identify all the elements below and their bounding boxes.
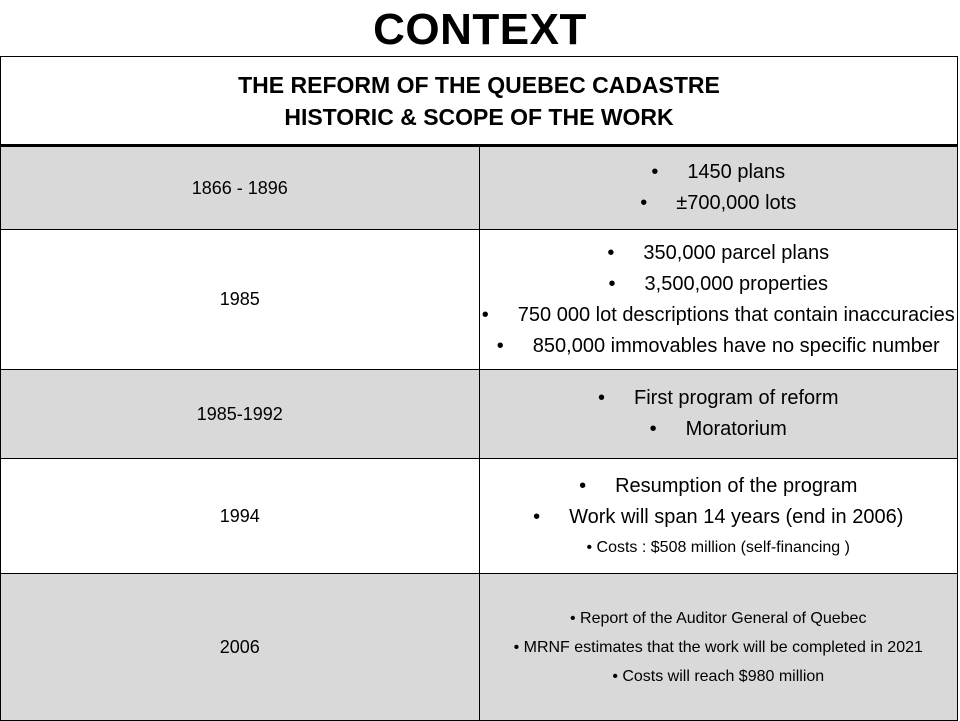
bullet-icon: • (612, 667, 618, 685)
item-text: Moratorium (685, 418, 787, 440)
table-header-line-1: THE REFORM OF THE QUEBEC CADASTRE (238, 71, 720, 98)
slide-title: CONTEXT (373, 5, 587, 54)
bullet-list (480, 383, 958, 445)
list-item (480, 502, 958, 533)
bullet-icon: • (649, 418, 657, 440)
item-text: Report of the Auditor General of Quebec (580, 609, 867, 627)
item-text: 750 000 lot descriptions that contain inaccuracies (517, 303, 955, 326)
item-text: MRNF estimates that the work will be completed in 2021 (523, 638, 923, 656)
items-cell (479, 370, 958, 459)
list-item (480, 471, 958, 502)
items-cell (479, 146, 958, 230)
bullet-icon: • (533, 505, 541, 528)
table-header-row (1, 57, 958, 146)
table-row (1, 370, 958, 459)
list-item (480, 533, 958, 562)
context-table (0, 56, 958, 721)
period-cell: 1994 (1, 459, 480, 574)
bullet-list (480, 238, 958, 362)
table-row (1, 146, 958, 230)
list-item (480, 331, 958, 362)
item-text: 350,000 parcel plans (643, 241, 830, 264)
item-text: 850,000 immovables have no specific number (532, 334, 940, 357)
list-item (480, 604, 958, 633)
bullet-icon: • (496, 334, 504, 357)
item-text: Costs will reach $980 million (622, 667, 825, 685)
item-text: Resumption of the program (615, 474, 858, 497)
bullet-icon: • (651, 161, 659, 183)
table-row (1, 230, 958, 370)
bullet-icon: • (640, 192, 648, 214)
list-item (480, 157, 958, 188)
bullet-list (480, 471, 958, 533)
bullet-icon: • (598, 387, 606, 409)
bullet-list (480, 533, 958, 562)
list-item (480, 633, 958, 662)
period-cell: 1866 - 1896 (1, 146, 480, 230)
bullet-icon: • (570, 609, 576, 627)
item-text: Work will span 14 years (end in 2006) (569, 505, 904, 528)
period-cell: 2006 (1, 574, 480, 721)
bullet-icon: • (607, 241, 615, 264)
item-text: Costs : $508 million (self-financing ) (596, 538, 850, 556)
list-item (480, 188, 958, 219)
bullet-list (480, 604, 958, 691)
item-text: 1450 plans (687, 161, 786, 183)
item-text: ±700,000 lots (676, 192, 797, 214)
table-row (1, 459, 958, 574)
list-item (480, 414, 958, 445)
bullet-icon: • (586, 538, 593, 556)
item-text: First program of reform (634, 387, 839, 409)
list-item (480, 238, 958, 269)
table-header (1, 57, 958, 146)
items-cell (479, 459, 958, 574)
items-cell (479, 230, 958, 370)
period-cell: 1985-1992 (1, 370, 480, 459)
list-item (480, 269, 958, 300)
bullet-list (480, 157, 958, 219)
item-text: 3,500,000 properties (644, 272, 828, 295)
list-item (480, 662, 958, 691)
bullet-icon: • (579, 474, 587, 497)
list-item (480, 300, 958, 331)
period-cell: 1985 (1, 230, 480, 370)
bullet-icon: • (608, 272, 616, 295)
items-cell (479, 574, 958, 721)
bullet-icon: • (513, 638, 520, 656)
table-row (1, 574, 958, 721)
bullet-icon: • (481, 303, 489, 326)
table-header-line-2: HISTORIC & SCOPE OF THE WORK (284, 103, 674, 130)
list-item (480, 383, 958, 414)
